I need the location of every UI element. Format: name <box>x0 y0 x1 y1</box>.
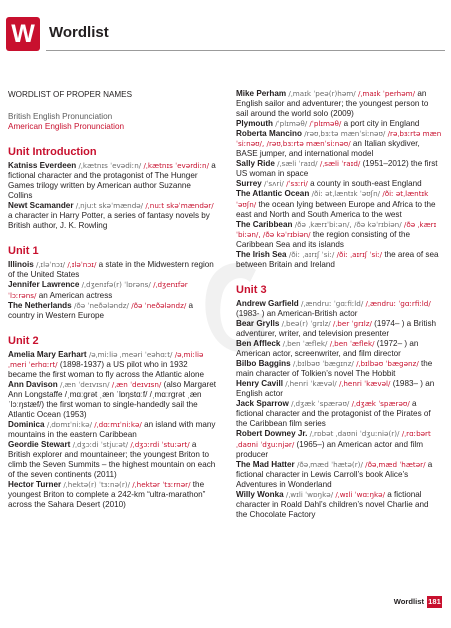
american-pronunciation: /ˌbɪlbəʊ ˈbæɡənz/ <box>356 359 419 369</box>
british-pronunciation: /ˌdʒenɪfə(r) ˈlɒrəns/ <box>81 280 151 290</box>
british-pronunciation: /ðiː ˌaɪrɪʃ ˈsiː/ <box>288 249 335 259</box>
definition: (1974– ) a British adventurer, writer, and television presenter <box>236 318 437 338</box>
wordlist-entry <box>236 129 442 159</box>
wordlist-heading: WORDLIST OF PROPER NAMES <box>8 90 132 99</box>
unit-section <box>236 89 442 270</box>
definition: a British explorer and mountaineer; the youngest Briton to climb the Seven Summits – the highest mountain on each of the seven continents (2011) <box>8 440 216 480</box>
american-pronunciation: /ˌsæli ˈraɪd/ <box>319 159 361 169</box>
definition: a county in south-east England <box>310 179 422 189</box>
definition: the main character of Tolkien’s novel The Hobbit <box>236 359 433 379</box>
british-pronunciation: /ˌdʒæk ˈspærəʊ/ <box>291 399 350 409</box>
american-pronunciation: /ˌrɑːbərt ˌdaʊni ˈdʒuːnjər/ <box>236 429 431 449</box>
headword: Robert Downey Jr. <box>236 429 308 439</box>
section-letter-badge: W <box>6 17 40 51</box>
headword: Katniss Everdeen <box>8 161 77 171</box>
american-pronunciation: /ˌhenri ˈkævəl/ <box>338 379 391 389</box>
american-pronunciation: /ˌdʒenɪfər ˈlɔːrəns/ <box>8 280 188 300</box>
page-number: 181 <box>428 597 441 606</box>
headword: Henry Cavill <box>236 379 283 389</box>
british-pronunciation: /ˌdʒɔːdi ˈstjuːət/ <box>72 440 129 450</box>
american-pronunciation: /ˈsɜːri/ <box>286 179 308 189</box>
wordlist-entry <box>236 299 442 319</box>
american-pronunciation: /ðə ˌkærɪˈbiːən/, /ðə kəˈrɪbiən/ <box>236 219 437 239</box>
wordlist-entry <box>236 220 442 250</box>
wordlist-entry <box>236 119 442 129</box>
british-pronunciation: /ˌmaɪk ˈpeə(r)həm/ <box>288 89 356 98</box>
american-pronunciation: /ˌnuːt skəˈmændər/ <box>145 201 214 211</box>
american-pronunciation: /ˌber ˈɡrɪlz/ <box>332 318 372 328</box>
definition: a port city in England <box>343 119 420 129</box>
american-pronunciation: /ˌben ˈæflek/ <box>329 339 375 349</box>
definition: the area of sea between Britain and Ireland <box>236 249 439 269</box>
british-pronunciation: /ˌɪləˈnɔɪ/ <box>36 260 66 270</box>
unit-heading: Unit 1 <box>8 245 39 258</box>
british-pronunciation: /ˌhektə(r) ˈtɜːnə(r)/ <box>63 480 131 490</box>
definition: a fictional character in Lewis Carroll’s book Alice’s Adventures in Wonderland <box>236 459 433 489</box>
definition: a state in the Midwestern region of the United States <box>8 260 214 280</box>
definition: a fictional character and the protagonist of the Pirates of the Caribbean film series <box>236 399 431 429</box>
headword: The Netherlands <box>8 300 72 310</box>
american-pronunciation: /ˌændruː ˈɡɑːrfiːld/ <box>365 298 431 308</box>
american-pronunciation: /ˌkætnɪs ˈevərdiːn/ <box>143 161 210 171</box>
american-pronunciation: /ðiː ˌaɪrɪʃ ˈsiː/ <box>336 249 383 259</box>
american-pronunciation: /ˌmaɪk ˈperhəm/ <box>357 89 416 98</box>
wordlist-entry <box>236 399 442 429</box>
british-pronunciation: /ðəˌmæd ˈhætə(r)/ <box>296 459 363 469</box>
headword: Ben Affleck <box>236 339 281 349</box>
unit-section <box>236 284 442 520</box>
british-pronunciation: /ˌwɪli ˈwɒŋkə/ <box>285 489 334 499</box>
unit-section <box>8 335 216 511</box>
definition: a fictional character in Roald Dahl’s children’s novel Charlie and the Chocolate Factory <box>236 489 429 519</box>
wordlist-entry <box>8 201 216 231</box>
wordlist-entry <box>236 429 442 459</box>
unit-section <box>8 146 216 231</box>
definition: (1983- ) an American-British actor <box>236 308 358 318</box>
unit-section <box>8 245 216 320</box>
definition: the region consisting of the Caribbean Sea and its islands <box>236 229 410 249</box>
legend-american: American English Pronunciation <box>8 122 125 132</box>
american-pronunciation: /ˈplɪməθ/ <box>309 119 342 129</box>
british-pronunciation: /ˌbeə(r) ˈɡrɪlz/ <box>281 318 331 328</box>
definition: the youngest Briton to complete a 242-km “ultra-marathon” across the Sahara Desert (2010) <box>8 480 206 510</box>
left-column <box>8 90 216 510</box>
headword: Hector Turner <box>8 480 62 490</box>
wordlist-entry <box>236 319 442 339</box>
american-pronunciation: /ˌɪləˈnɔɪ/ <box>67 260 97 270</box>
wordlist-entry <box>236 339 442 359</box>
american-pronunciation: /ˌhektər ˈtɜːrnər/ <box>132 480 191 490</box>
footer-section-name: Wordlist <box>393 597 424 606</box>
headword: Andrew Garfield <box>236 298 299 308</box>
american-pronunciation: /ˌdɑːmɪˈniːkə/ <box>94 419 142 429</box>
american-pronunciation: /ðiː ətˌlæntɪk ˈəʊʃn/ <box>236 189 429 209</box>
headword: Mike Perham <box>236 89 287 98</box>
wordlist-entry <box>236 490 442 520</box>
definition: (1983– ) an English actor <box>236 379 435 399</box>
british-pronunciation: /ðiː ətˌlæntɪk ˈəʊʃn/ <box>311 189 381 199</box>
headword: Illinois <box>8 260 34 270</box>
headword: Jack Sparrow <box>236 399 289 409</box>
wordlist-entry <box>8 280 216 300</box>
american-pronunciation: /əˌmiːliə ˌmeri ˈerhɑːrt/ <box>8 349 204 369</box>
headword: Ann Davison <box>8 379 58 389</box>
wordlist-entry <box>8 301 216 321</box>
british-pronunciation: /rəʊˌbɜːtə mænˈsiːnəʊ/ <box>304 129 386 139</box>
definition: (also Margaret Ann Longstaffe /ˌmɑːɡrət ˌæn ˈlɒŋstɑːf/ /ˌmɑːrɡrət ˌæn ˈlɔːŋstæf/) the first woman to single-handedly sail the Atlantic Ocean (1953) <box>8 379 217 419</box>
headword: Amelia Mary Earhart <box>8 349 87 359</box>
right-column <box>236 89 442 520</box>
definition: the ocean lying between Europe and Africa to the east and North and South America to the west <box>236 199 436 219</box>
definition: a character in Harry Potter, a series of fantasy novels by British author, J. K. Rowling <box>8 211 210 231</box>
british-pronunciation: /ˌnjuːt skəˈmændə/ <box>75 201 144 211</box>
headword: Surrey <box>236 179 262 189</box>
british-pronunciation: /ˌkætnɪs ˈevədiːn/ <box>78 161 142 171</box>
american-pronunciation: /ðə ˈneðələndz/ <box>131 300 187 310</box>
wordlist-entry <box>8 480 216 510</box>
page-header <box>6 17 445 51</box>
british-pronunciation: /ˌændruː ˈɡɑːfiːld/ <box>301 298 364 308</box>
definition: (1898-1937) a US pilot who in 1932 became the first woman to fly across the Atlantic alone <box>8 359 204 379</box>
headword: Newt Scamander <box>8 201 74 211</box>
wordlist-entry <box>8 440 216 480</box>
headword: Willy Wonka <box>236 489 284 499</box>
wordlist-entry <box>236 89 442 119</box>
american-pronunciation: /ˌdʒɔːrdi ˈstuːərt/ <box>130 440 190 450</box>
header-rule <box>46 50 445 51</box>
wordlist-entry <box>236 179 442 189</box>
unit-heading: Unit 3 <box>236 283 267 296</box>
british-pronunciation: /ðə ˈneðələndz/ <box>73 300 129 310</box>
headword: Geordie Stewart <box>8 440 71 450</box>
wordlist-entry <box>8 161 216 201</box>
headword: Plymouth <box>236 119 274 129</box>
british-pronunciation: /ˌdɒmɪˈniːkə/ <box>46 419 92 429</box>
wordlist-entry <box>8 380 216 420</box>
wordlist-entry <box>236 189 442 219</box>
headword: Bear Grylls <box>236 318 280 328</box>
headword: Sally Ride <box>236 159 275 169</box>
unit-heading: Unit Introduction <box>8 146 97 159</box>
definition: an Italian skydiver, BASE jumper, and international model <box>236 139 420 159</box>
british-pronunciation: /ˌben ˈæflek/ <box>282 339 328 349</box>
american-pronunciation: /ˌdʒæk ˈspærəʊ/ <box>351 399 410 409</box>
british-pronunciation: /ˌsæli ˈraɪd/ <box>277 159 318 169</box>
british-pronunciation: /ðə ˌkærɪˈbiːən/, /ðə kəˈrɪbiən/ <box>294 219 402 229</box>
definition: an English sailor and adventurer; the youngest person to sail around the world solo (2009) <box>236 89 429 119</box>
headword: Roberta Mancino <box>236 129 302 139</box>
british-pronunciation: /ˌhenri ˈkævəl/ <box>285 379 337 389</box>
definition: (1972– ) an American actor, screenwriter, and film director <box>236 339 419 359</box>
wordlist-entry <box>236 379 442 399</box>
wordlist-entry <box>236 250 442 270</box>
british-pronunciation: /ˈsʌri/ <box>264 179 284 189</box>
british-pronunciation: /əˌmiːliə ˌmeəri ˈeəhɑːt/ <box>88 349 173 359</box>
headword: Bilbo Baggins <box>236 359 291 369</box>
page-title: Wordlist <box>49 24 109 41</box>
definition: a country in Western Europe <box>8 300 194 320</box>
wordlist-entry <box>8 350 216 380</box>
legend-british: British English Pronunciation <box>8 112 113 122</box>
wordlist-entry <box>236 359 442 379</box>
american-pronunciation: /ˌwɪli ˈwɑːŋkə/ <box>335 489 385 499</box>
headword: Jennifer Lawrence <box>8 280 80 290</box>
definition: a fictional character and the protagonist of The Hunger Games trilogy written by American author Suzanne Collins <box>8 161 216 201</box>
definition: (1965–) an American actor and film producer <box>236 439 423 459</box>
wordlist-entry <box>236 159 442 179</box>
wordlist-entry <box>8 260 216 280</box>
british-pronunciation: /ˌæn ˈdeɪvɪsn/ <box>59 379 110 389</box>
headword: The Mad Hatter <box>236 459 295 469</box>
british-pronunciation: /ˌbɪlbəʊ ˈbæɡɪnz/ <box>292 359 354 369</box>
american-pronunciation: /ðəˌmæd ˈhætər/ <box>365 459 426 469</box>
british-pronunciation: /ˌrɒbət ˌdaʊni ˈdʒuːniə(r)/ <box>309 429 400 439</box>
wordlist-entry <box>236 460 442 490</box>
headword: Dominica <box>8 419 45 429</box>
american-pronunciation: /rəˌbɜːrtə mænˈsiːnəʊ/, /rəʊˌbɜːrtə mænˈsiːnəʊ/ <box>236 129 442 149</box>
headword: The Caribbean <box>236 219 293 229</box>
british-pronunciation: /ˈplɪməθ/ <box>275 119 308 129</box>
wordlist-entry <box>8 420 216 440</box>
definition: an American actress <box>38 290 113 300</box>
headword: The Irish Sea <box>236 249 287 259</box>
unit-heading: Unit 2 <box>8 334 39 347</box>
american-pronunciation: /ˌæn ˈdeɪvɪsn/ <box>111 379 162 389</box>
definition: an island with many mountains in the eastern Caribbean <box>8 419 216 440</box>
definition: (1951–2012) the first US woman in space <box>236 159 438 179</box>
headword: The Atlantic Ocean <box>236 189 310 199</box>
